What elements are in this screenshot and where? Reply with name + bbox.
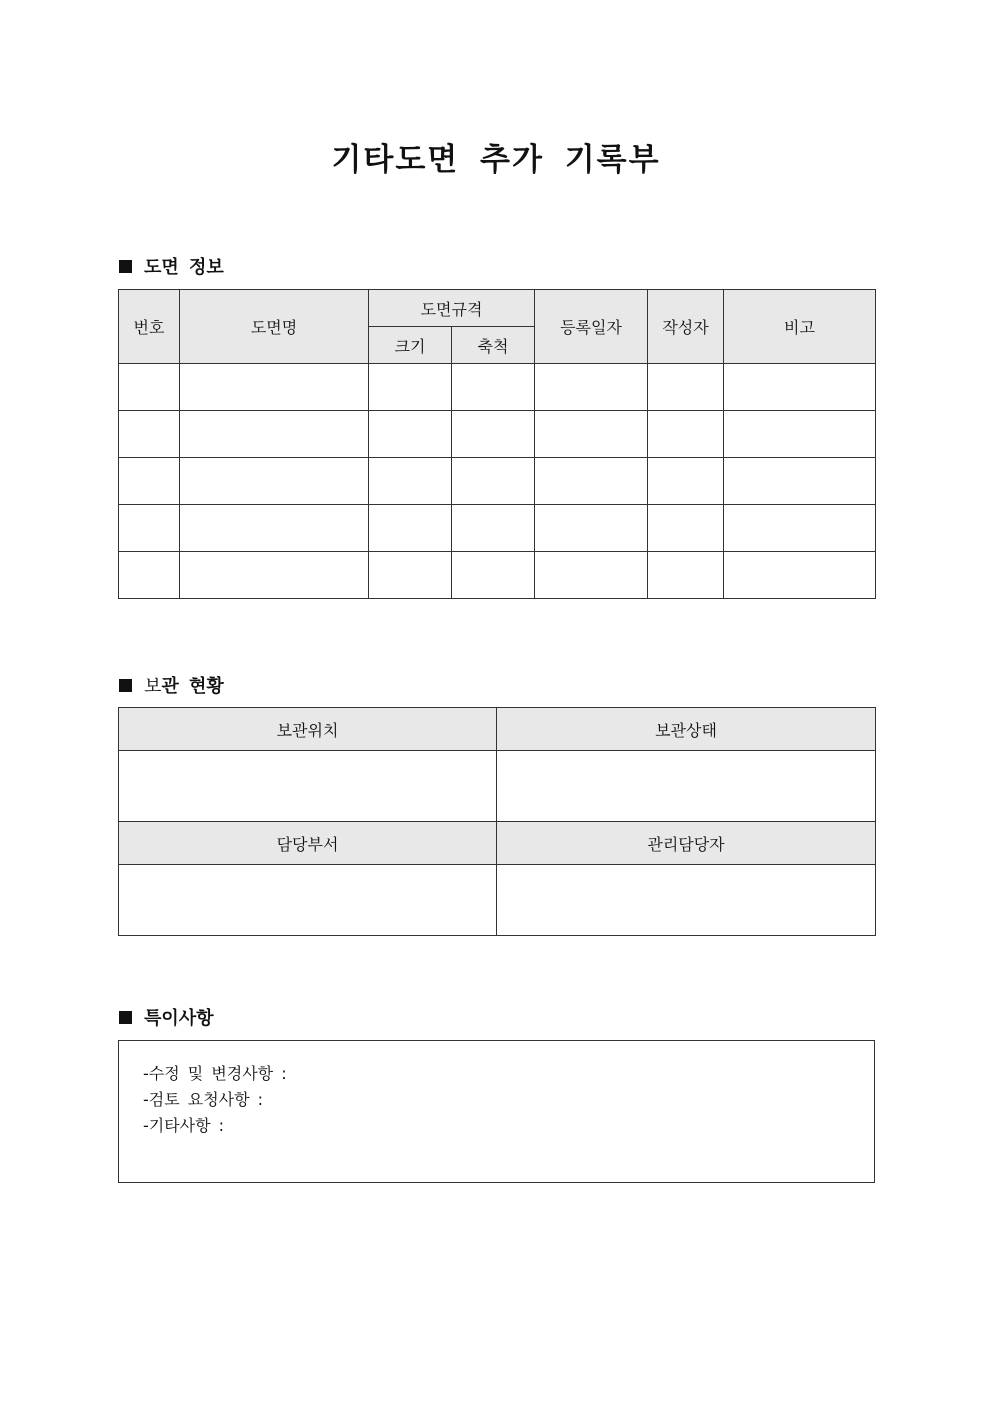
table-row: [119, 364, 876, 411]
square-bullet-icon: [119, 1011, 132, 1024]
cell-department[interactable]: [119, 865, 497, 936]
cell-drawing-name[interactable]: [180, 505, 369, 552]
cell-author[interactable]: [648, 458, 724, 505]
header-scale: 축척: [452, 327, 535, 364]
header-drawing-spec: 도면규격: [369, 290, 535, 327]
notes-box[interactable]: [118, 1040, 875, 1183]
cell-storage-location[interactable]: [119, 751, 497, 822]
section-title-text: 관 현황: [161, 676, 224, 697]
header-author: 작성자: [648, 290, 724, 364]
cell-remarks[interactable]: [724, 505, 876, 552]
cell-size[interactable]: [369, 552, 452, 599]
header-department: 담당부서: [119, 822, 497, 865]
section-title-text: 특이사항: [144, 1008, 214, 1029]
square-bullet-icon: [119, 679, 132, 692]
storage-status-table: [118, 707, 876, 936]
cell-number[interactable]: [119, 552, 180, 599]
header-drawing-name: 도면명: [180, 290, 369, 364]
header-manager: 관리담당자: [497, 822, 876, 865]
cell-scale[interactable]: [452, 505, 535, 552]
cell-scale[interactable]: [452, 411, 535, 458]
cell-author[interactable]: [648, 411, 724, 458]
cell-scale[interactable]: [452, 364, 535, 411]
cell-remarks[interactable]: [724, 458, 876, 505]
cell-drawing-name[interactable]: [180, 364, 369, 411]
note-line-review-requests: -검토 요청사항 :: [143, 1090, 264, 1109]
section-title-drawing-info: [119, 253, 224, 279]
table-row: [119, 458, 876, 505]
cell-size[interactable]: [369, 364, 452, 411]
cell-author[interactable]: [648, 552, 724, 599]
cell-scale[interactable]: [452, 552, 535, 599]
cell-registration-date[interactable]: [535, 411, 648, 458]
cell-scale[interactable]: [452, 458, 535, 505]
cell-size[interactable]: [369, 505, 452, 552]
header-registration-date: 등록일자: [535, 290, 648, 364]
table-row: [119, 552, 876, 599]
cell-size[interactable]: [369, 411, 452, 458]
cell-drawing-name[interactable]: [180, 552, 369, 599]
header-storage-condition: 보관상태: [497, 708, 876, 751]
section-title-storage: [119, 672, 224, 698]
note-line-revisions: -수정 및 변경사항 :: [143, 1064, 287, 1083]
cell-registration-date[interactable]: [535, 552, 648, 599]
square-bullet-icon: [119, 260, 132, 273]
cell-remarks[interactable]: [724, 364, 876, 411]
cell-registration-date[interactable]: [535, 458, 648, 505]
header-remarks: 비고: [724, 290, 876, 364]
cell-author[interactable]: [648, 505, 724, 552]
document-title: 기타도면 추가 기록부: [331, 142, 661, 178]
cell-number[interactable]: [119, 458, 180, 505]
cell-manager[interactable]: [497, 865, 876, 936]
section-title-prefix: 보: [144, 676, 162, 697]
cell-remarks[interactable]: [724, 411, 876, 458]
cell-number[interactable]: [119, 411, 180, 458]
cell-drawing-name[interactable]: [180, 458, 369, 505]
drawing-info-table: [118, 289, 876, 599]
header-number: 번호: [119, 290, 180, 364]
header-size: 크기: [369, 327, 452, 364]
note-line-other: -기타사항 :: [143, 1116, 225, 1135]
section-title-notes: [119, 1004, 214, 1030]
cell-remarks[interactable]: [724, 552, 876, 599]
cell-number[interactable]: [119, 505, 180, 552]
header-storage-location: 보관위치: [119, 708, 497, 751]
cell-author[interactable]: [648, 364, 724, 411]
section-title-text: 도면 정보: [144, 257, 224, 278]
cell-registration-date[interactable]: [535, 364, 648, 411]
cell-storage-condition[interactable]: [497, 751, 876, 822]
table-row: [119, 411, 876, 458]
table-row: [119, 505, 876, 552]
cell-registration-date[interactable]: [535, 505, 648, 552]
cell-number[interactable]: [119, 364, 180, 411]
cell-size[interactable]: [369, 458, 452, 505]
cell-drawing-name[interactable]: [180, 411, 369, 458]
